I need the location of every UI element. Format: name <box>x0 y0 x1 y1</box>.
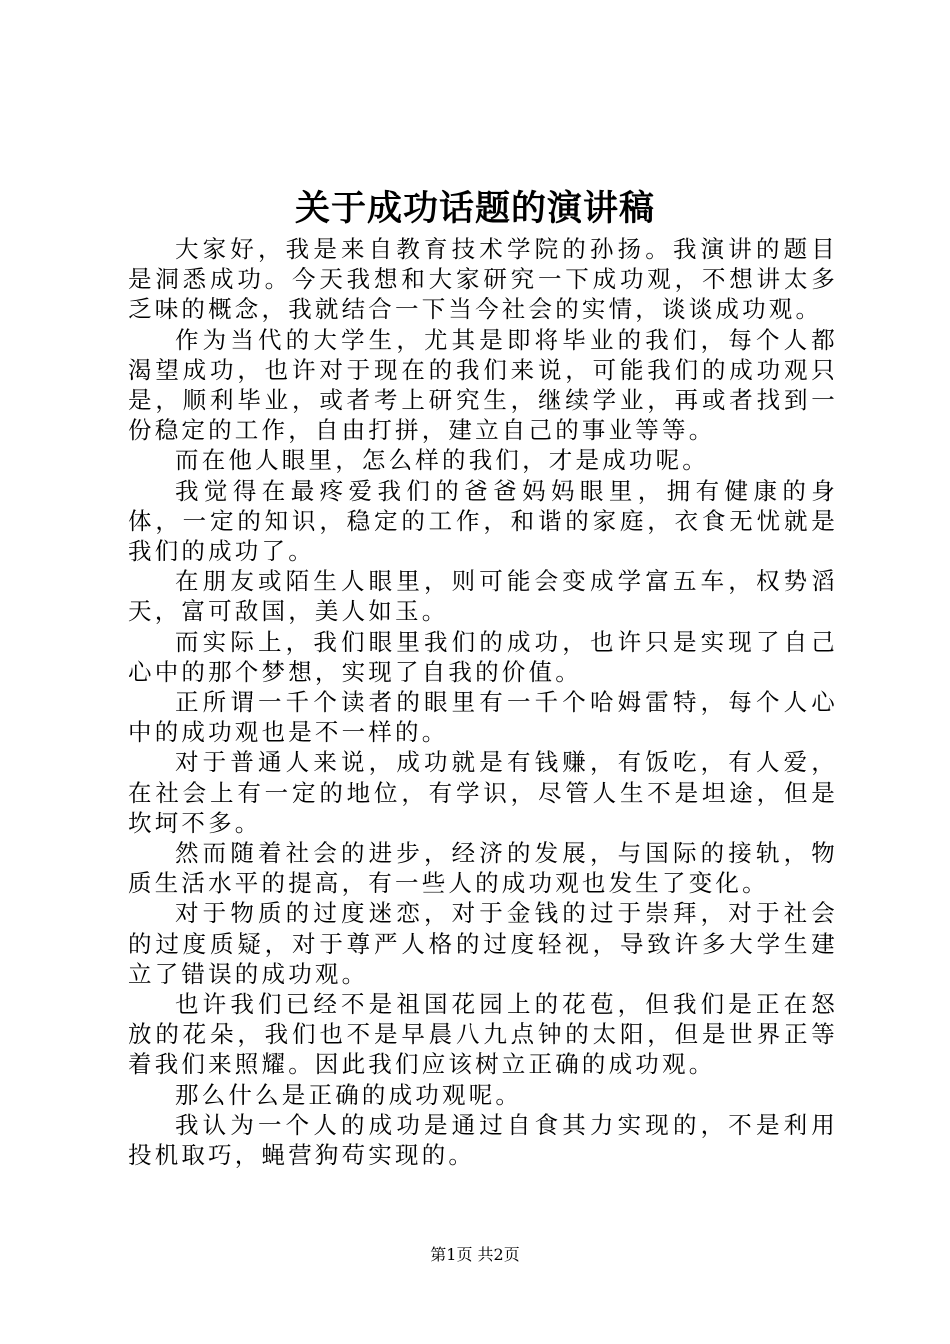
paragraph: 而实际上，我们眼里我们的成功，也许只是实现了自己心中的那个梦想，实现了自我的价值。 <box>128 627 838 686</box>
paragraph: 正所谓一千个读者的眼里有一千个哈姆雷特，每个人心中的成功观也是不一样的。 <box>128 688 838 747</box>
paragraph: 那么什么是正确的成功观呢。 <box>175 1080 523 1109</box>
document-body <box>128 234 838 1170</box>
paragraph: 然而随着社会的进步，经济的发展，与国际的接轨，物质生活水平的提高，有一些人的成功观也发生了变化。 <box>128 839 838 898</box>
document-title: 关于成功话题的演讲稿 <box>294 188 655 229</box>
paragraph: 大家好，我是来自教育技术学院的孙扬。我演讲的题目是洞悉成功。今天我想和大家研究一下成功观，不想讲太多乏味的概念，我就结合一下当今社会的实情，谈谈成功观。 <box>128 235 838 324</box>
paragraph: 对于普通人来说，成功就是有钱赚，有饭吃，有人爱，在社会上有一定的地位，有学识，尽管人生不是坦途，但是坎坷不多。 <box>128 748 838 837</box>
paragraph: 而在他人眼里，怎么样的我们，才是成功呢。 <box>175 446 709 475</box>
page-number-footer: 第1页 共2页 <box>430 1245 520 1264</box>
paragraph: 对于物质的过度迷恋，对于金钱的过于崇拜，对于社会的过度质疑，对于尊严人格的过度轻视，导致许多大学生建立了错误的成功观。 <box>128 899 838 988</box>
paragraph: 我觉得在最疼爱我们的爸爸妈妈眼里，拥有健康的身体，一定的知识，稳定的工作，和谐的家庭，衣食无忧就是我们的成功了。 <box>128 476 838 566</box>
paragraph: 作为当代的大学生，尤其是即将毕业的我们，每个人都渴望成功，也许对于现在的我们来说，可能我们的成功观只是，顺利毕业，或者考上研究生，继续学业，再或者找到一份稳定的工作，自由打拼，建立自己的事业等等。 <box>128 325 838 445</box>
paragraph: 在朋友或陌生人眼里，则可能会变成学富五车，权势滔天，富可敌国，美人如玉。 <box>128 567 838 626</box>
paragraph: 我认为一个人的成功是通过自食其力实现的，不是利用投机取巧，蝇营狗苟实现的。 <box>128 1110 838 1170</box>
paragraph: 也许我们已经不是祖国花园上的花苞，但我们是正在怒放的花朵，我们也不是早晨八九点钟的太阳，但是世界正等着我们来照耀。因此我们应该树立正确的成功观。 <box>128 990 838 1079</box>
